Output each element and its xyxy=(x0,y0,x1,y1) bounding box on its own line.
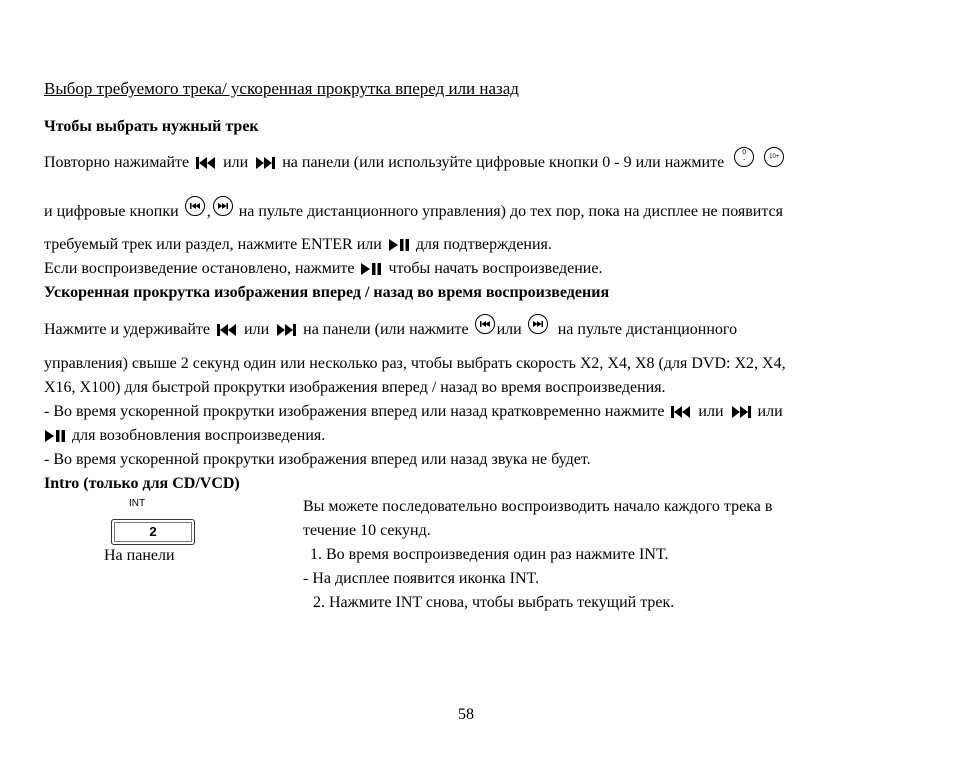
fast-scan-line-4 xyxy=(44,402,783,422)
select-track-line-2 xyxy=(44,202,783,222)
skip-back-icon xyxy=(216,323,238,337)
remote-ten-plus-key-icon xyxy=(764,147,784,167)
text: или xyxy=(757,403,783,420)
skip-back-icon xyxy=(195,156,217,170)
skip-forward-icon xyxy=(730,405,752,419)
text: Если воспроизведение остановлено, нажмите xyxy=(44,260,355,277)
key-text: 0 xyxy=(742,149,747,157)
fast-scan-heading: Ускоренная прокрутка изображения вперед / назад во время воспроизведения xyxy=(44,284,610,301)
play-pause-icon xyxy=(360,262,382,276)
text: Нажмите и удерживайте xyxy=(44,321,211,338)
text: чтобы начать воспроизведение. xyxy=(388,260,603,277)
fast-scan-line-3: X16, X100) для быстрой прокрутки изображения вперед / назад во время воспроизведения. xyxy=(44,379,666,396)
text: или xyxy=(244,321,270,338)
intro-heading: Intro (только для CD/VCD) xyxy=(44,475,240,492)
play-pause-icon xyxy=(44,429,66,443)
select-track-line-1 xyxy=(44,149,786,173)
text: - Во время ускоренной прокрутки изображения вперед или назад кратковременно нажмите xyxy=(44,403,665,420)
text: на пульте дистанционного xyxy=(557,321,738,338)
intro-text-1: Вы можете последовательно воспроизводить начало каждого трека в xyxy=(303,498,773,515)
text: или xyxy=(223,154,249,171)
int-button-label: INT xyxy=(129,498,146,509)
text: и цифровые кнопки xyxy=(44,203,179,220)
text: требуемый трек или раздел, нажмите ENTER или xyxy=(44,236,382,253)
intro-step-1: 1. Во время воспроизведения один раз нажмите INT. xyxy=(310,546,669,563)
text: для подтверждения. xyxy=(415,236,552,253)
int-key-icon: 2 xyxy=(111,519,195,545)
remote-prev-key-icon xyxy=(475,314,495,334)
play-pause-icon xyxy=(388,238,410,252)
remote-next-key-icon xyxy=(528,314,548,334)
remote-prev-key-icon xyxy=(185,196,205,216)
text: на пульте дистанционного управления) до тех пор, пока на дисплее не появится xyxy=(238,203,784,220)
intro-text-2: течение 10 секунд. xyxy=(303,522,431,539)
fast-scan-line-1 xyxy=(44,320,737,340)
skip-back-icon xyxy=(670,405,692,419)
intro-step-2: 2. Нажмите INT снова, чтобы выбрать текущий трек. xyxy=(313,594,675,611)
text: , xyxy=(206,203,211,220)
panel-caption: На панели xyxy=(104,547,175,564)
fast-scan-line-5 xyxy=(44,426,325,446)
remote-next-key-icon xyxy=(213,196,233,216)
intro-note: - На дисплее появится иконка INT. xyxy=(303,570,540,587)
remote-zero-key-icon xyxy=(734,147,754,167)
fast-scan-line-2: управления) свыше 2 секунд один или несколько раз, чтобы выбрать скорость X2, X4, X8 (для DVD: X2, X4, xyxy=(44,355,786,372)
select-track-heading: Чтобы выбрать нужный трек xyxy=(44,118,259,135)
page-number: 58 xyxy=(458,706,474,723)
key-text: 10+ xyxy=(769,154,780,161)
page-title: Выбор требуемого трека/ ускоренная прокрутка вперед или назад xyxy=(44,79,519,98)
text: или xyxy=(496,321,522,338)
text: или xyxy=(698,403,724,420)
text: для возобновления воспроизведения. xyxy=(72,427,326,444)
skip-forward-icon xyxy=(275,323,297,337)
select-track-line-3 xyxy=(44,235,552,255)
key-text: - xyxy=(743,157,746,164)
skip-forward-icon xyxy=(254,156,276,170)
select-track-line-4 xyxy=(44,259,602,279)
text: Повторно нажимайте xyxy=(44,154,190,171)
fast-scan-line-6: - Во время ускоренной прокрутки изображения вперед или назад звука не будет. xyxy=(44,451,591,468)
text: на панели (или используйте цифровые кнопки 0 - 9 или нажмите xyxy=(282,154,725,171)
text: на панели (или нажмите xyxy=(303,321,469,338)
